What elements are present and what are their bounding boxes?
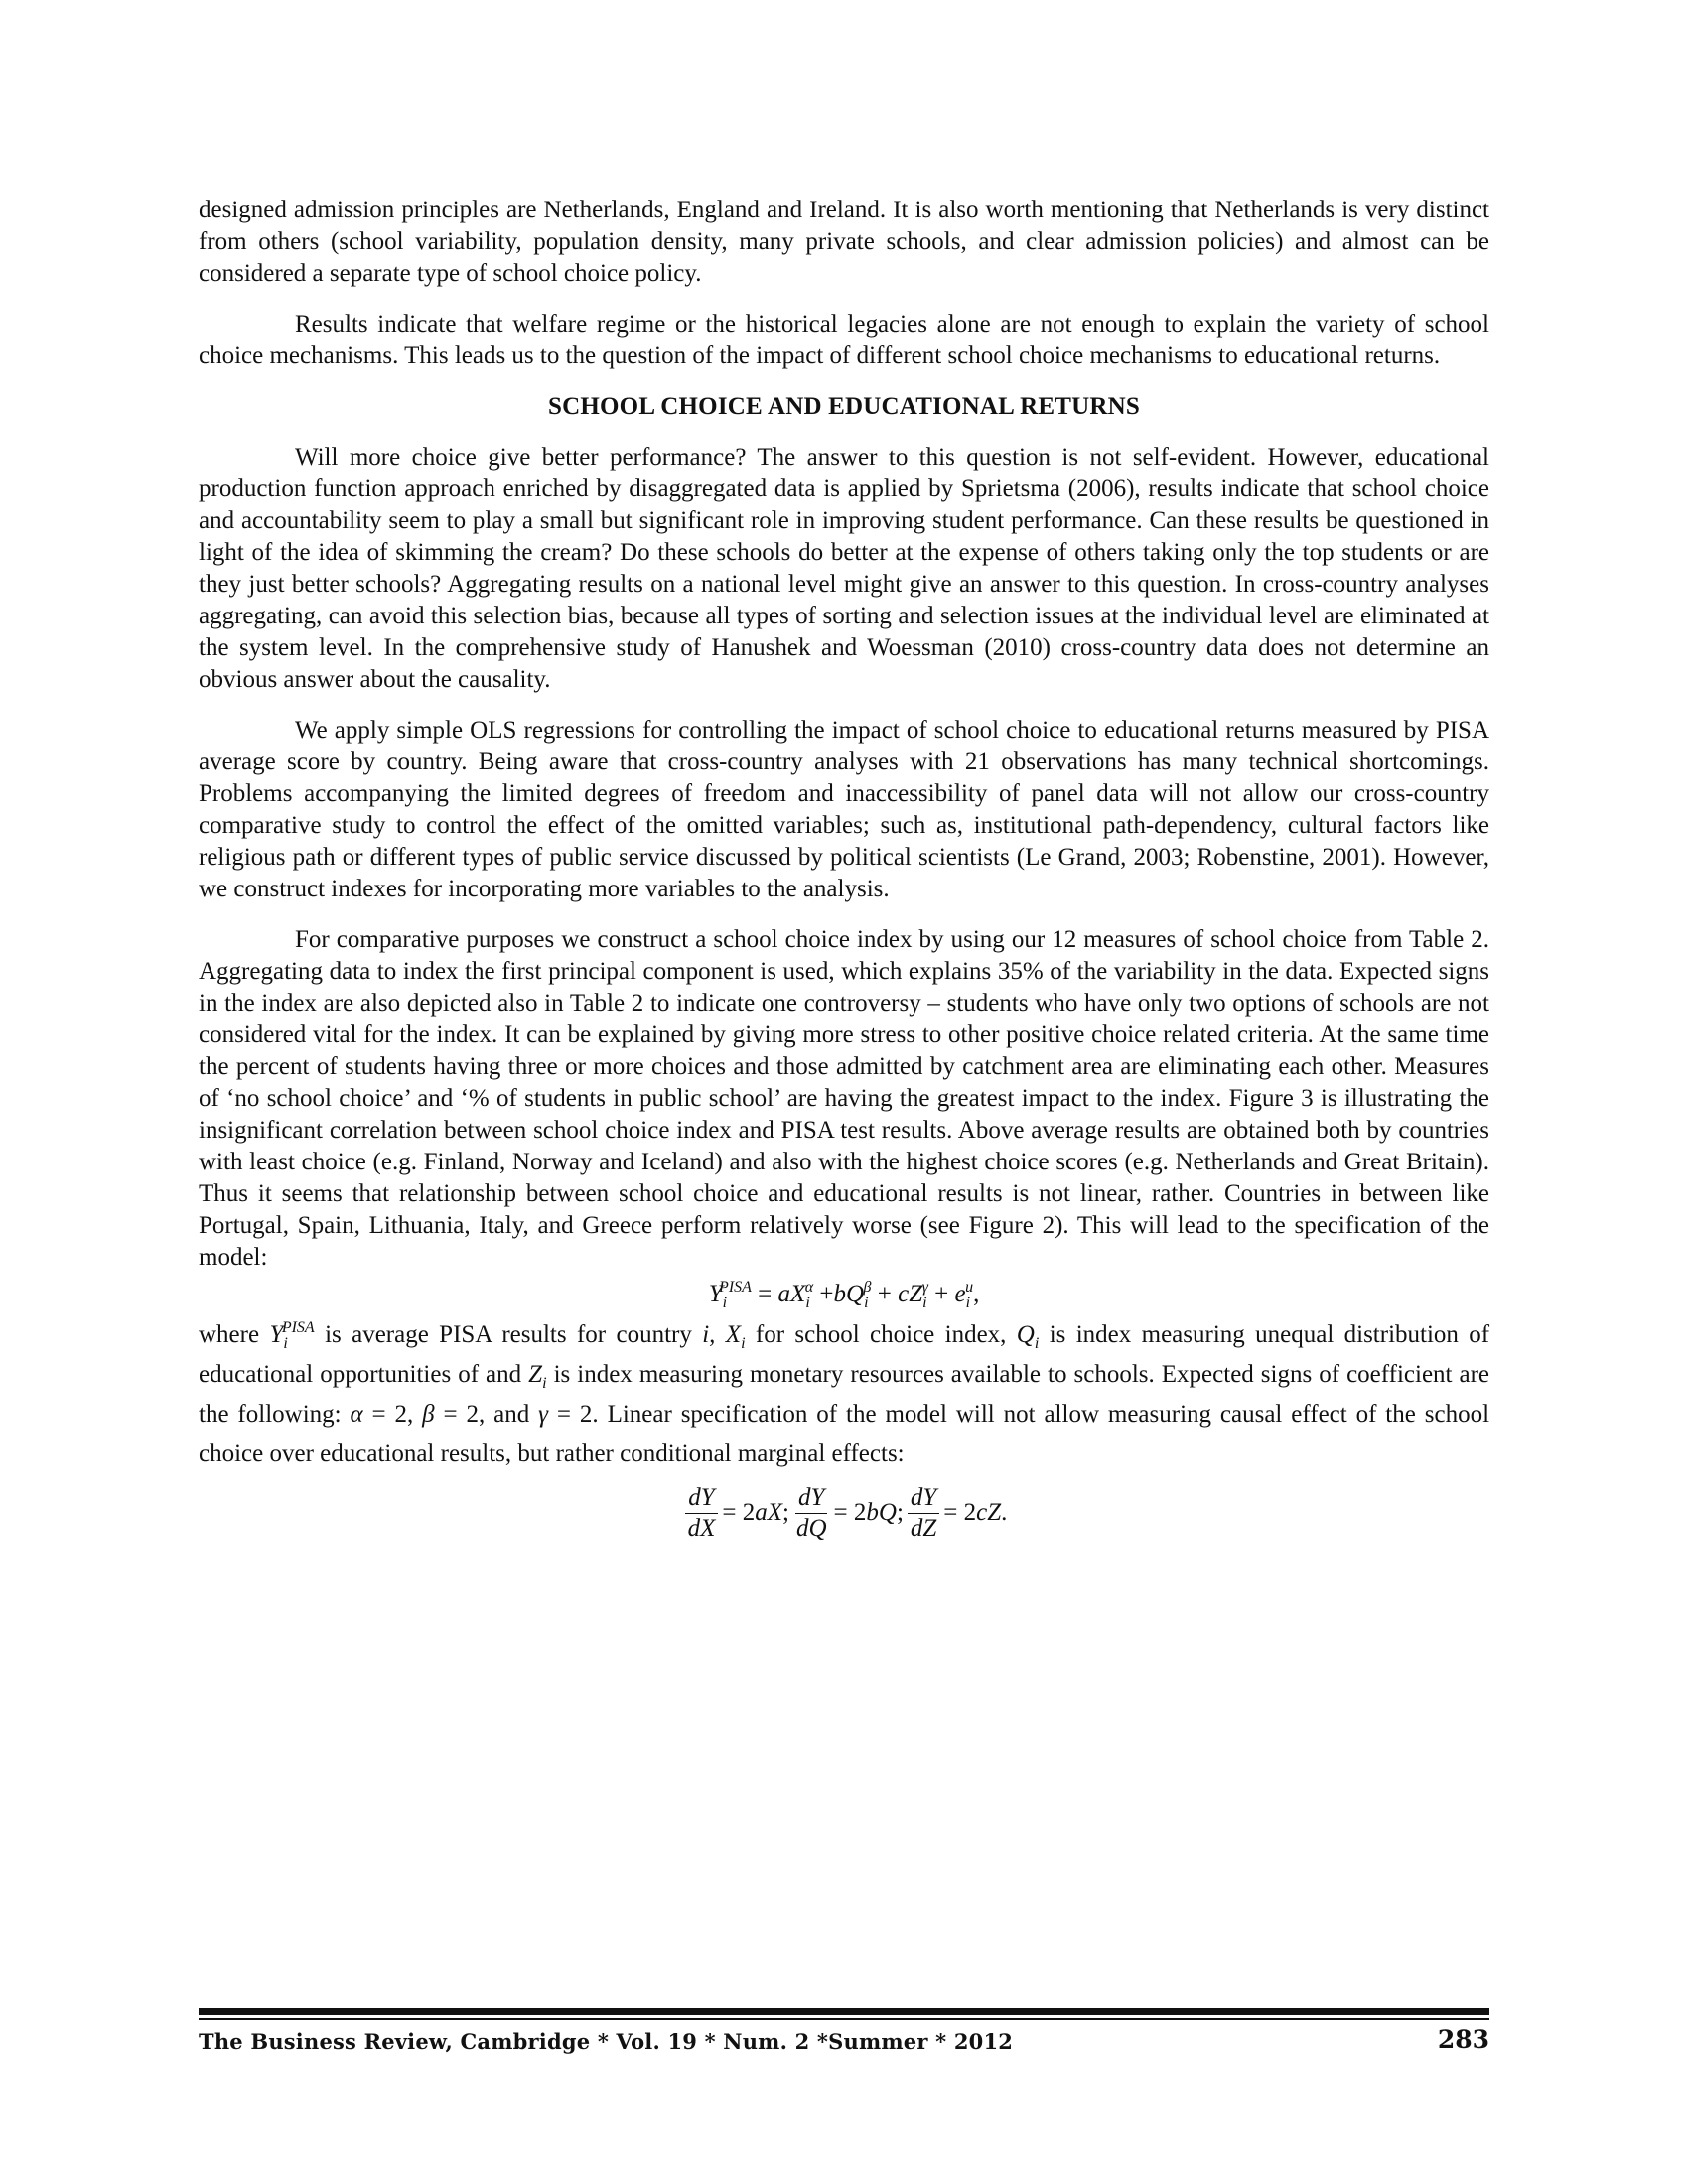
marginal-effects-equation: $\frac{dY}{dX}$ = 2 aX ; $\frac{dY}{dQ}$ = 2 bQ ; $\frac{dY}{dZ}$ = 2 cZ . xyxy=(199,1474,1489,1552)
paragraph-ols: We apply simple OLS regressions for controlling the impact of school choice to educational returns measured by PISA average score by country. Being aware that cross-country analyses with 21 observations has many technical shortcomings. Problems accompanying the limited degrees of freedom and inaccessibility of panel data will not allow our cross-country comparative study to control the effect of the omitted variables; such as, institutional path-dependency, cultural factors like religious path or different types of public service discussed by political scientists (Le Grand, 2003; Robenstine, 2001). However, we construct indexes for incorporating more variables to the analysis. xyxy=(199,717,1489,902)
paragraph-comparative: For comparative purposes we construct a school choice index by using our 12 measures of school choice from Table 2. Aggregating data to index the first principal component is used, which explains 35% of the variability in the data. Expected signs in the index are also depicted also in Table 2 to indicate one controversy – students who have only two options of schools are not considered vital for the index. It can be explained by giving more stress to other positive choice related criteria. At the same time the percent of students having three or more choices and those admitted by catchment area are eliminating each other. Measures of ‘no school choice’ and ‘% of students in public school’ are having the greatest impact to the index. Figure 3 is illustrating the insignificant correlation between school choice index and PISA test results. Above average results are obtained both by countries with least choice (e.g. Finland, Norway and Iceland) and also with the highest choice scores (e.g. Netherlands and Great Britain). Thus it seems that relationship between school choice and educational results is not linear, rather. Countries in between like Portugal, Spain, Lithuania, Italy, and Greece perform relatively worse (see Figure 2). This will lead to the specification of the model: xyxy=(199,926,1489,1271)
page-number: 283 xyxy=(1437,2025,1489,2054)
paragraph-continuation: designed admission principles are Netherlands, England and Ireland. It is also worth mentioning that Netherlands is very distinct from others (school variability, population density, many private schools, and clear admission policies) and almost can be considered a separate type of school choice policy. xyxy=(199,197,1489,287)
paragraph-where: where $Y_i^{PISA}$ is average PISA results for country i, $X_i$ for school choice index, $Q_i$ is index measuring unequal distribution of educational opportunities of and $Z_i$ is index measuring monetary resources available to schools. Expected signs of coefficient are the following: α = 2, β = 2, and γ = 2. Linear specification of the model will not allow measuring causal effect of the school choice over educational results, but rather conditional marginal effects: xyxy=(199,1319,1490,1467)
footer-rule xyxy=(199,2008,1489,2015)
paragraph-more-choice: Will more choice give better performance? The answer to this question is not self-evident. However, educational production function approach enriched by disaggregated data is applied by Sprietsma (2006), results indicate that school choice and accountability seem to play a small but significant role in improving student performance. Can these results be questioned in light of the idea of skimming the cream? Do these schools do better at the expense of others taking only the top students or are they just better schools? Aggregating results on a national level might give an answer to this question. In cross-country analyses aggregating, can avoid this selection bias, because all types of sorting and selection issues at the individual level are eliminated at the system level. In the comprehensive study of Hanushek and Woessman (2010) cross-country data does not determine an obvious answer about the causality. xyxy=(199,444,1489,693)
paragraph-results: Results indicate that welfare regime or the historical legacies alone are not enough to explain the variety of school choice mechanisms. This leads us to the question of the impact of different school choice mechanisms to educational returns. xyxy=(199,311,1489,369)
footer-rule-thin xyxy=(199,2018,1489,2020)
page-body xyxy=(199,195,1489,1552)
section-heading: SCHOOL CHOICE AND EDUCATIONAL RETURNS xyxy=(548,393,1140,420)
model-equation: $Y_i^{PISA} = aX_i^\alpha +bQ_i^\beta + cZ_i^\gamma + e_i^u$, xyxy=(708,1279,980,1311)
journal-citation: The Business Review, Cambridge * Vol. 19 * Num. 2 *Summer * 2012 xyxy=(199,2029,1014,2054)
